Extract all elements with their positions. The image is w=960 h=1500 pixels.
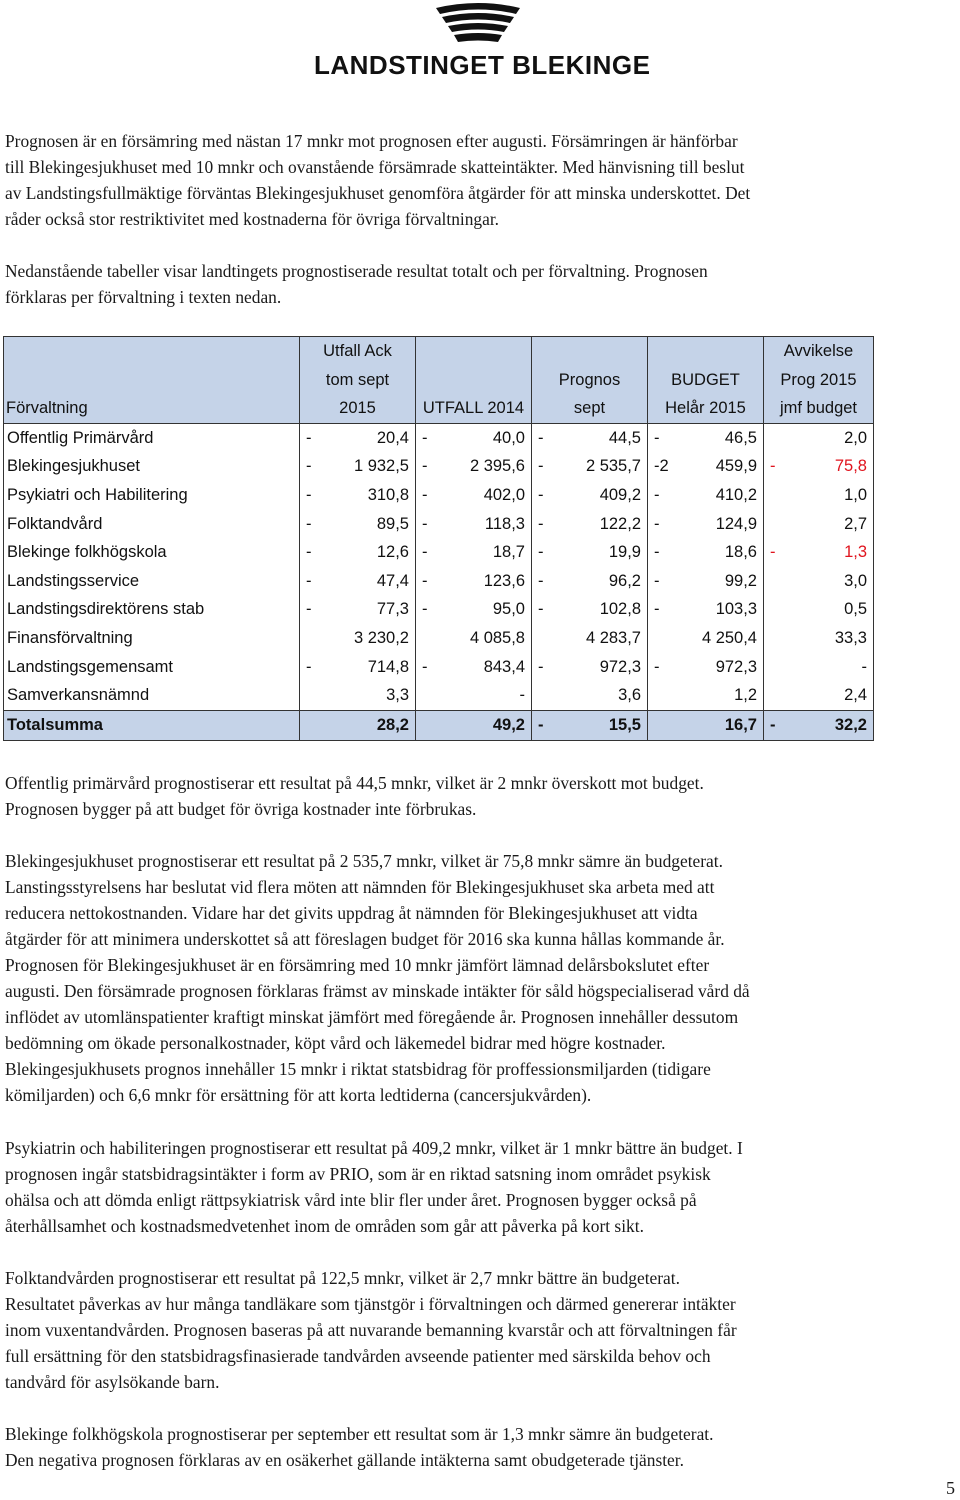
cell-sign: - [422, 571, 428, 590]
cell-sign: - [538, 715, 544, 734]
cell-sign [770, 600, 788, 619]
table-row [4, 596, 874, 625]
table-cell [532, 538, 648, 567]
table-cell [300, 510, 416, 539]
table-cell [416, 653, 532, 682]
table-cell [300, 538, 416, 567]
row-label: Samverkansnämnd [4, 681, 300, 710]
cell-sign: - [654, 571, 660, 590]
table-cell [416, 453, 532, 482]
cell-value: 1 932,5 [353, 457, 409, 476]
cell-value: 46,5 [724, 428, 757, 447]
table-intro-paragraph: Nedanstående tabeller visar landtingets prognostiserade resultat totalt och per förvaltning. Prognosen förklaras per förvaltning i texten nedan. [5, 261, 708, 307]
cell-sign [770, 515, 788, 534]
table-row [4, 681, 874, 710]
cell-value: 18,7 [492, 543, 525, 562]
section-primarvard: Offentlig primärvård prognostiserar ett resultat på 44,5 mnkr, vilket är 2 mnkr överskott mot budget. Prognosen bygger på att budget för övriga kostnader inte förbrukas. [5, 773, 704, 819]
cell-sign: - [538, 657, 544, 676]
cell-value: 123,6 [483, 571, 525, 590]
cell-value: 124,9 [715, 514, 757, 533]
cell-value: 714,8 [367, 657, 409, 676]
cell-value: 47,4 [376, 571, 409, 590]
cell-value: 0,5 [844, 600, 867, 619]
table-cell [764, 653, 874, 682]
cell-sign [306, 629, 324, 648]
table-cell [764, 567, 874, 596]
cell-sign: - [538, 571, 544, 590]
cell-sign [306, 716, 324, 735]
cell-value: 12,6 [376, 543, 409, 562]
table-cell [416, 481, 532, 510]
table-row [4, 453, 874, 482]
table-row [4, 567, 874, 596]
cell-value: 843,4 [483, 657, 525, 676]
cell-sign [770, 429, 788, 448]
cell-sign: - [654, 657, 660, 676]
row-label: Finansförvaltning [4, 624, 300, 653]
cell-sign: - [422, 543, 428, 562]
cell-sign: - [422, 600, 428, 619]
table-cell [532, 453, 648, 482]
cell-value: 99,2 [724, 571, 757, 590]
section-blekingesjukhuset: Blekingesjukhuset prognostiserar ett resultat på 2 535,7 mnkr, vilket är 75,8 mnkr sämre än budgeterat. Lanstingsstyrelsens har beslutat vid flera möten att nämnden för Blekingesjukhuset ska arbeta med att reducera nettokostnanden. Vidare har det givits uppdrag åt nämnden för Blekingesjukhuset att vidta åtgärder för att minimera underskottet så att föreslagen budget för 2016 ska kunna hållas kommande år. Prognosen för Blekingesjukhuset är en försämring med 10 mnkr jämfört lämnad delårsbokslutet efter augusti. Den försämrade prognosen förklaras främst av minskade intäkter för såld högspecialiserad vård då inflödet av utomlänspatienter kraftigt minskat jämfört med föregående år. Prognosen innehåller dessutom bedömning om ökade personalkostnader, köpt vård och läkemedel bidrar med högre kostnader. Blekingesjukhusets prognos innehåller 15 mnkr i riktat statsbidrag för proffessionsmiljarden (tidigare kömiljarden) och 6,6 mnkr för ersättning för att korta ledtiderna (cancersjukvården). [5, 851, 750, 1105]
table-row [4, 510, 874, 539]
table-cell [532, 424, 648, 453]
cell-value: 972,3 [715, 657, 757, 676]
table-cell [764, 538, 874, 567]
cell-sign: - [538, 514, 544, 533]
cell-sign: - [306, 571, 312, 590]
cell-sign: - [654, 600, 660, 619]
table-row [4, 624, 874, 653]
cell-value: 44,5 [608, 428, 641, 447]
cell-sign [770, 686, 788, 705]
cell-sign [770, 658, 788, 677]
cell-sign: - [306, 485, 312, 504]
table-cell [764, 510, 874, 539]
table-cell [764, 596, 874, 625]
cell-value: - [861, 657, 867, 676]
cell-value: 118,3 [484, 514, 525, 533]
cell-sign: - [306, 657, 312, 676]
cell-value: 28,2 [376, 715, 409, 734]
cell-value: 410,2 [715, 485, 757, 504]
cell-value: 19,9 [608, 543, 641, 562]
header-avvikelse: Avvikelse Prog 2015 jmf budget [764, 337, 874, 424]
cell-value: 1,3 [844, 543, 867, 562]
cell-value: 4 283,7 [585, 628, 641, 647]
cell-value: 3,6 [618, 686, 641, 705]
table-cell [416, 681, 532, 710]
cell-sign: - [306, 600, 312, 619]
table-cell [300, 453, 416, 482]
cell-value: 2,0 [844, 428, 867, 447]
cell-sign [654, 686, 672, 705]
table-cell [648, 710, 764, 740]
table-cell [416, 538, 532, 567]
table-cell [300, 481, 416, 510]
cell-value: 89,5 [376, 514, 409, 533]
table-cell [416, 424, 532, 453]
header-utfall-2014: UTFALL 2014 [416, 337, 532, 424]
table-cell [300, 567, 416, 596]
cell-value: 2 395,6 [469, 457, 525, 476]
cell-value: 75,8 [834, 457, 867, 476]
cell-sign [422, 716, 440, 735]
cell-value: 2,4 [844, 686, 867, 705]
table-cell [764, 681, 874, 710]
cell-value: 402,0 [483, 485, 525, 504]
cell-sign: - [654, 543, 660, 562]
table-header-row [4, 337, 874, 424]
cell-sign: - [306, 428, 312, 447]
cell-sign [654, 716, 672, 735]
crown-icon [432, 2, 524, 46]
cell-value: 96,2 [608, 571, 641, 590]
cell-sign: - [654, 428, 660, 447]
cell-sign: - [422, 457, 428, 476]
table-cell [300, 596, 416, 625]
section-psykiatri: Psykiatrin och habiliteringen prognostiserar ett resultat på 409,2 mnkr, vilket är 1 mnkr bättre än budget. I prognosen ingår statsbidragsintäkter i form av PRIO, som är en riktad satsning inom området psykisk ohälsa och att dömda enligt rättpsykiatrisk vård inte blir fler under året. Prognosen bygger också på återhållsamhet och kostnadsmedvetenhet inom de områden som går att påverka på kort sikt. [5, 1138, 743, 1236]
table-cell [648, 681, 764, 710]
table-cell [416, 510, 532, 539]
header-forvaltning: Förvaltning [4, 337, 300, 424]
cell-sign: - [538, 485, 544, 504]
table-cell [648, 653, 764, 682]
cell-value: 102,8 [599, 600, 641, 619]
cell-sign [770, 486, 788, 505]
row-label: Landstingsgemensamt [4, 653, 300, 682]
header-utfall-ack: Utfall Ack tom sept 2015 [300, 337, 416, 424]
table-cell [648, 567, 764, 596]
table-cell [648, 510, 764, 539]
table-cell [648, 538, 764, 567]
cell-sign: - [538, 457, 544, 476]
header-prognos: Prognos sept [532, 337, 648, 424]
table-cell [416, 710, 532, 740]
cell-sign [770, 629, 788, 648]
cell-value: 972,3 [599, 657, 641, 676]
table-cell [648, 424, 764, 453]
table-cell [648, 596, 764, 625]
table-cell [532, 596, 648, 625]
cell-sign [538, 629, 556, 648]
cell-value: 20,4 [376, 428, 409, 447]
row-label: Psykiatri och Habilitering [4, 481, 300, 510]
cell-value: 409,2 [599, 485, 641, 504]
row-label: Offentlig Primärvård [4, 424, 300, 453]
cell-value: 103,3 [715, 600, 757, 619]
cell-sign: - [538, 543, 544, 562]
logo [314, 0, 651, 80]
cell-sign: -2 [654, 457, 669, 476]
section-folktandvard: Folktandvården prognostiserar ett resultat på 122,5 mnkr, vilket är 2,7 mnkr bättre än budgeterat. Resultatet påverkas av hur många tandläkare som tjänstgör i förvaltningen och därmed genererar intäkter inom vuxentandvården. Prognosen baseras på att nuvarande bemanning kvarstår och att förvaltningen får full ersättning för den statsbidragsfinasierade tandvården avseende patienter med särskilda behov och tandvård för asylsökande barn. [5, 1268, 737, 1392]
org-name: LANDSTINGET BLEKINGE [314, 50, 651, 80]
header-budget: BUDGET Helår 2015 [648, 337, 764, 424]
cell-sign: - [538, 428, 544, 447]
table-cell [648, 453, 764, 482]
cell-sign: - [422, 428, 428, 447]
table-cell [416, 567, 532, 596]
table-cell [764, 481, 874, 510]
cell-value: 2 535,7 [585, 457, 641, 476]
cell-value: 32,2 [834, 715, 867, 734]
cell-sign [538, 686, 556, 705]
cell-value: 49,2 [492, 715, 525, 734]
cell-sign: - [654, 514, 660, 533]
row-label: Blekinge folkhögskola [4, 538, 300, 567]
table-cell [416, 596, 532, 625]
table-cell [532, 653, 648, 682]
cell-value: 40,0 [492, 428, 525, 447]
row-label: Blekingesjukhuset [4, 453, 300, 482]
table-cell [532, 710, 648, 740]
cell-sign: - [654, 485, 660, 504]
table-cell [300, 653, 416, 682]
table-cell [532, 481, 648, 510]
table-row [4, 538, 874, 567]
cell-value: 122,2 [599, 514, 641, 533]
section-folkhogskola: Blekinge folkhögskola prognostiserar per september ett resultat som är 1,3 mnkr sämre än budgeterat. Den negativa prognosen förklaras av en osäkerhet gällande intäkterna samt obudgeterade tjänster. [5, 1424, 714, 1470]
table-cell [300, 681, 416, 710]
table-row [4, 653, 874, 682]
table-cell [648, 624, 764, 653]
cell-sign: - [770, 715, 776, 734]
table-cell [300, 624, 416, 653]
row-label: Totalsumma [4, 710, 300, 740]
table-cell [416, 624, 532, 653]
cell-sign [306, 686, 324, 705]
cell-value: 4 085,8 [469, 628, 525, 647]
cell-value: 3,3 [386, 686, 409, 705]
table-cell [532, 567, 648, 596]
table-cell [764, 453, 874, 482]
cell-value: 2,7 [844, 514, 867, 533]
cell-value: 310,8 [367, 485, 409, 504]
cell-sign [654, 629, 672, 648]
row-label: Folktandvård [4, 510, 300, 539]
cell-sign [770, 572, 788, 591]
budget-table [3, 336, 874, 741]
cell-value: 1,2 [734, 686, 757, 705]
table-cell [300, 424, 416, 453]
cell-value: 95,0 [492, 600, 525, 619]
table-row [4, 481, 874, 510]
cell-sign: - [306, 543, 312, 562]
cell-value: - [519, 686, 525, 705]
table-total-row [4, 710, 874, 740]
row-label: Landstingsservice [4, 567, 300, 596]
row-label: Landstingsdirektörens stab [4, 596, 300, 625]
cell-sign: - [422, 657, 428, 676]
cell-value: 77,3 [376, 600, 409, 619]
table-cell [764, 710, 874, 740]
cell-value: 18,6 [724, 543, 757, 562]
cell-sign: - [422, 514, 428, 533]
table-cell [764, 624, 874, 653]
intro-paragraph: Prognosen är en försämring med nästan 17 mnkr mot prognosen efter augusti. Försämringen är hänförbar till Blekingesjukhuset med 10 mnkr och ovanstående försämrade skatteintäkter. Med hänvisning till beslut av Landstingsfullmäktige förväntas Blekingesjukhuset genomföra åtgärder för att minska underskottet. Det råder också stor restriktivitet med kostnaderna för övriga förvaltningar. [5, 131, 751, 229]
table-row [4, 424, 874, 453]
cell-value: 459,9 [715, 457, 757, 476]
cell-value: 16,7 [724, 715, 757, 734]
cell-sign [422, 629, 440, 648]
table-cell [532, 510, 648, 539]
cell-value: 15,5 [608, 715, 641, 734]
cell-sign: - [422, 485, 428, 504]
cell-value: 4 250,4 [701, 628, 757, 647]
cell-sign: - [770, 543, 776, 562]
cell-value: 1,0 [844, 485, 867, 504]
table-cell [764, 424, 874, 453]
page-number: 5 [946, 1478, 955, 1498]
cell-value: 33,3 [834, 628, 867, 647]
cell-sign: - [538, 600, 544, 619]
table-cell [532, 681, 648, 710]
table-cell [300, 710, 416, 740]
cell-sign: - [306, 457, 312, 476]
table-cell [648, 481, 764, 510]
cell-sign: - [770, 457, 776, 476]
cell-value: 3,0 [844, 571, 867, 590]
cell-sign [422, 686, 440, 705]
cell-value: 3 230,2 [353, 628, 409, 647]
table-cell [532, 624, 648, 653]
cell-sign: - [306, 514, 312, 533]
